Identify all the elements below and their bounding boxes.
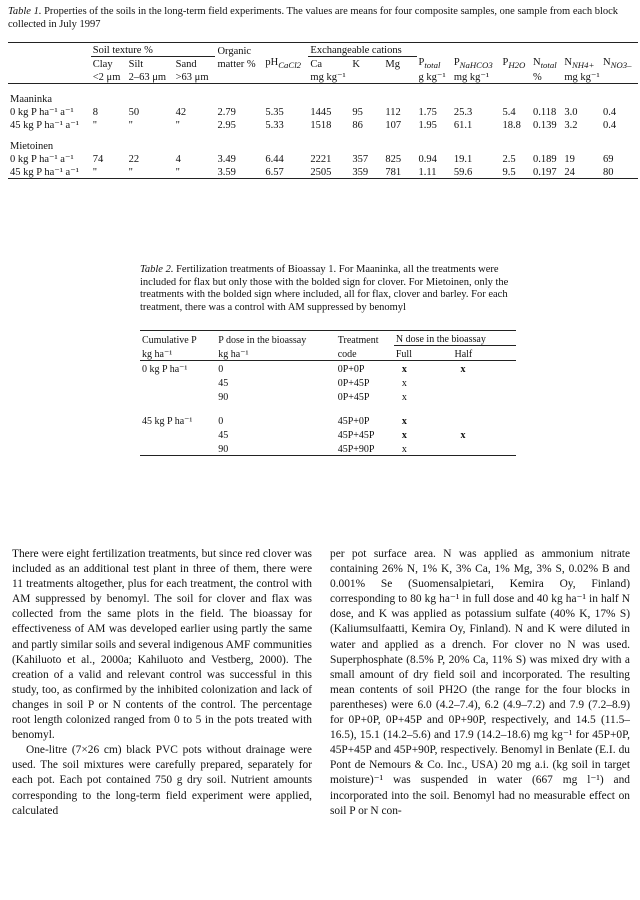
th2-half: Half [452,346,516,361]
th-ntot-unit: % [531,70,562,84]
table-cell: 42 [175,107,187,118]
th-nh4: $N_{NH4+}$ [564,56,595,70]
table-cell: 25.3 [453,107,473,118]
th-k: K [352,59,360,70]
th-ph2o: $P_{H2O}$ [502,56,526,70]
table-cell: 1.95 [418,120,437,131]
table-cell: 80 [601,165,638,179]
table-row [140,389,516,403]
cell-full: x [401,416,407,427]
paragraph: One-litre (7×26 cm) black PVC pots without drainage were used. The soil mixtures were carefully prepared, separately for each pot. Each pot contained 750 g dry soil. Nutrient amounts corresponding to the long-term field experiment were applied, calculated [12,744,312,817]
table2 [140,330,516,456]
table-cell: 6.44 [265,154,284,165]
table-cell: 2221 [310,154,332,165]
table-cell: 6.57 [263,165,308,179]
table2-label: Table 2. [140,264,174,275]
th-silt: Silt [128,59,144,70]
table-cell: 0.139 [533,120,557,131]
table-cell: 2.95 [217,120,236,131]
table-row [140,375,516,389]
table-cell: 0.4 [603,120,617,131]
cell-half: x [460,364,466,375]
table-cell: 1445 [310,107,332,118]
cell-dose: 90 [216,441,335,456]
th-no3: $N_{NO3-}$ [603,56,632,70]
table-cell: 50 [128,107,140,118]
cell-dose: 0 [218,364,224,375]
cell-cum [140,441,216,456]
th-cat-unit: mg kg⁻¹ [308,70,383,84]
table-cell: " [91,165,127,179]
row-label: 45 kg P ha⁻¹ a⁻¹ [10,120,79,131]
cell-dose: 45 [218,430,229,441]
table-cell: 18.8 [502,120,521,131]
table-cell: 0.94 [418,154,437,165]
cell-half [452,413,516,427]
table-cell: 3.49 [217,154,236,165]
cell-half [452,441,516,456]
table-row [8,118,638,131]
table2-caption-text: Fertilization treatments of Bioassay 1. For Maaninka, all the treatments were included for flax but only those with the bolded sign for clover. For Mietoinen, only the treatments with the bolded sign where included, all for flax, clover and barley. For each treatment, there was a control with AM suppressed by benomyl [140,264,509,313]
table-cell: 3.59 [215,165,263,179]
th-organic: Organic [215,43,263,57]
table-cell: 8 [92,107,99,118]
row-label: 45 kg P ha⁻¹ a⁻¹ [8,165,91,179]
cell-cum [140,389,216,403]
th2-trt-unit: code [336,346,394,361]
cell-dose: 90 [218,392,229,403]
table1-caption [8,6,636,31]
table-row [8,105,638,118]
table-cell: 1.75 [418,107,437,118]
th-sand-unit: >63 μm [174,70,216,84]
table-row [8,165,638,179]
cell-half [452,389,516,403]
table-cell: 112 [385,107,401,118]
table-row [8,152,638,165]
table-cell: " [92,120,98,131]
table-cell: 22 [128,154,140,165]
cell-dose: 0 [218,416,224,427]
text-column-left [12,547,312,819]
cell-full: x [401,378,407,389]
table-cell: " [175,120,180,131]
table-cell: 69 [603,154,614,165]
cell-cum [140,375,216,389]
th-clay-unit: <2 μm [91,70,127,84]
th-silt-unit: 2–63 μm [127,70,174,84]
table1 [8,42,638,179]
cell-full: x [401,430,407,441]
th-exch: Exchangeable cations [308,43,416,57]
table-row [140,441,516,456]
table1-caption-text: Properties of the soils in the long-term field experiments. The values are means for four composite samples, one sample from each block collected in July 1997 [8,6,619,30]
cell-code: 0P+0P [337,364,365,375]
table-cell: " [128,120,133,131]
cell-half [452,375,516,389]
th2-full: Full [394,346,453,361]
th-clay: Clay [92,59,113,70]
table-cell: 59.6 [452,165,501,179]
table-cell: 781 [383,165,416,179]
th2-ndose: N dose in the bioassay [394,331,516,346]
th-pnahco3-unit: mg kg⁻¹ [452,70,501,84]
th-ph: $pH_{CaCl2}$ [265,56,302,70]
table-cell: " [127,165,174,179]
table-cell: 357 [352,154,369,165]
th-pnahco3: $P_{NaHCO3}$ [453,56,493,70]
th2-cum-unit: kg ha⁻¹ [140,346,216,361]
cell-cum: 45 kg P ha⁻¹ [142,416,193,427]
th2-trt: Treatment [336,331,394,346]
table1-label: Table 1. [8,6,42,17]
th-ntot: $N_{total}$ [533,56,557,70]
table-cell: 0.118 [533,107,557,118]
table-cell: 4 [175,154,181,165]
table-cell: 74 [92,154,104,165]
th-ptot: $P_{total}$ [418,56,441,70]
table-cell: 1518 [310,120,332,131]
table-cell: 5.33 [265,120,284,131]
table-cell: " [174,165,216,179]
table-cell: 5.4 [502,107,516,118]
table-cell: 3.2 [564,120,578,131]
paragraph: There were eight fertilization treatments, but since red clover was included as an additional test plant in three of them, there were 11 treatments altogether, plus for each treatment, the control with AM suppressed by benomyl. The soil for clover and flax was collected from the same plots in the field. The bioassay for effectiveness of AM was developed earlier using partly the same and partly similar soils and several indigenous AMF communities (Kahiluoto et al., 2000a; Kahiluoto and Vestberg, 2000). The creation of a valid and relevant control was successful in this study, too, as confirmed by the inhibited colonization and lack of changes in soil P or N contents of the control. The percentage root length colonized ranged from 0 to 5 in the pots treated with benomyl. [12,548,312,742]
cell-full: x [394,441,453,456]
table-cell: 19.1 [453,154,473,165]
paragraph: per pot surface area. N was applied as ammonium nitrate containing 26% N, 1% K, 3% Ca, 1% Mg, 3% S, 0.02% B and 0.001% Se (Suomensalpietari, Kemira Oy, Finland) corresponding to 80 kg ha⁻¹ in full dose and 40 kg ha⁻¹ in half N dose, and K was applied as potassium sulfate (40% K, 17% S) (Kaliumsulfaatti, Kemira Oy, Finland). N and K were diluted in water and applied as a drench. For clover no N was used. Superphosphate (8.5% P, 20% Ca, 11% S) was mixed dry with a small amount of dry field soil and incorporated. The resulting mean contents of soil PH2O (the range for the four blocks in parentheses) were 6.0 (4.2–7.4), 6.2 (4.9–7.2) and 7.9 (7.2–8.9) for 0P+0P, 0P+45P and 0P+90P, respectively, and 14.5 (11.5–16.5), 15.1 (14.2–5.6) and 17.9 (14.2–18.6) mg kg⁻¹ for 45P+0P, 45P+45P and 45P+90P, respectively. Benomyl in Benlate (E.I. du Pont de Nemours & Co. Inc., USA) 20 mg a.i. (kg soil in target moisture)⁻¹ was suspended in water (667 mg l⁻¹) and incorporated into the soil. Benomyl had no measurable effect on soil P or N con- [330,548,630,817]
cell-code: 45P+90P [336,441,394,456]
table-row [140,361,516,376]
table-cell: 19 [564,154,575,165]
table-cell: 3.0 [564,107,578,118]
cell-half: x [460,430,466,441]
cell-code: 45P+45P [337,430,375,441]
table-cell: 0.4 [603,107,617,118]
cell-full: x [401,392,407,403]
th2-dose: P dose in the bioassay [216,331,335,346]
cell-full: x [401,364,407,375]
th-om: matter % [217,59,256,70]
table-cell: 9.5 [501,165,531,179]
th-texture: Soil texture % [91,43,216,57]
th-ptot-unit: g kg⁻¹ [417,70,452,84]
table-row [140,427,516,441]
th2-cum: Cumulative P [140,331,216,346]
table-cell: 24 [562,165,601,179]
table-cell: 86 [352,120,363,131]
th2-dose-unit: kg ha⁻¹ [216,346,335,361]
table-cell: 95 [352,107,363,118]
table-cell: 2.5 [502,154,516,165]
cell-code: 45P+0P [337,416,370,427]
site-name: Maaninka [10,94,52,105]
cell-dose: 45 [218,378,229,389]
table-cell: 61.1 [453,120,473,131]
table-cell: 2505 [308,165,350,179]
th-ca: Ca [310,59,323,70]
th-n-unit: mg kg⁻¹ [562,70,638,84]
table-cell: 2.79 [217,107,236,118]
table-cell: 5.35 [265,107,284,118]
th-mg: Mg [385,59,400,70]
table-cell: 359 [350,165,383,179]
table-cell: 0.197 [531,165,562,179]
cell-cum [140,427,216,441]
table-cell: 107 [385,120,402,131]
table-cell: 1.11 [417,165,452,179]
table2-caption [140,264,510,314]
text-column-right [330,547,630,819]
row-label: 0 kg P ha⁻¹ a⁻¹ [10,107,74,118]
row-label: 0 kg P ha⁻¹ a⁻¹ [10,154,74,165]
table-cell: 0.189 [533,154,557,165]
cell-code: 0P+45P [337,378,370,389]
table-cell: 825 [385,154,402,165]
th-sand: Sand [175,59,197,70]
cell-cum: 0 kg P ha⁻¹ [142,364,188,375]
cell-code: 0P+45P [337,392,370,403]
table-row [140,413,516,427]
site-name: Mietoinen [10,141,54,152]
